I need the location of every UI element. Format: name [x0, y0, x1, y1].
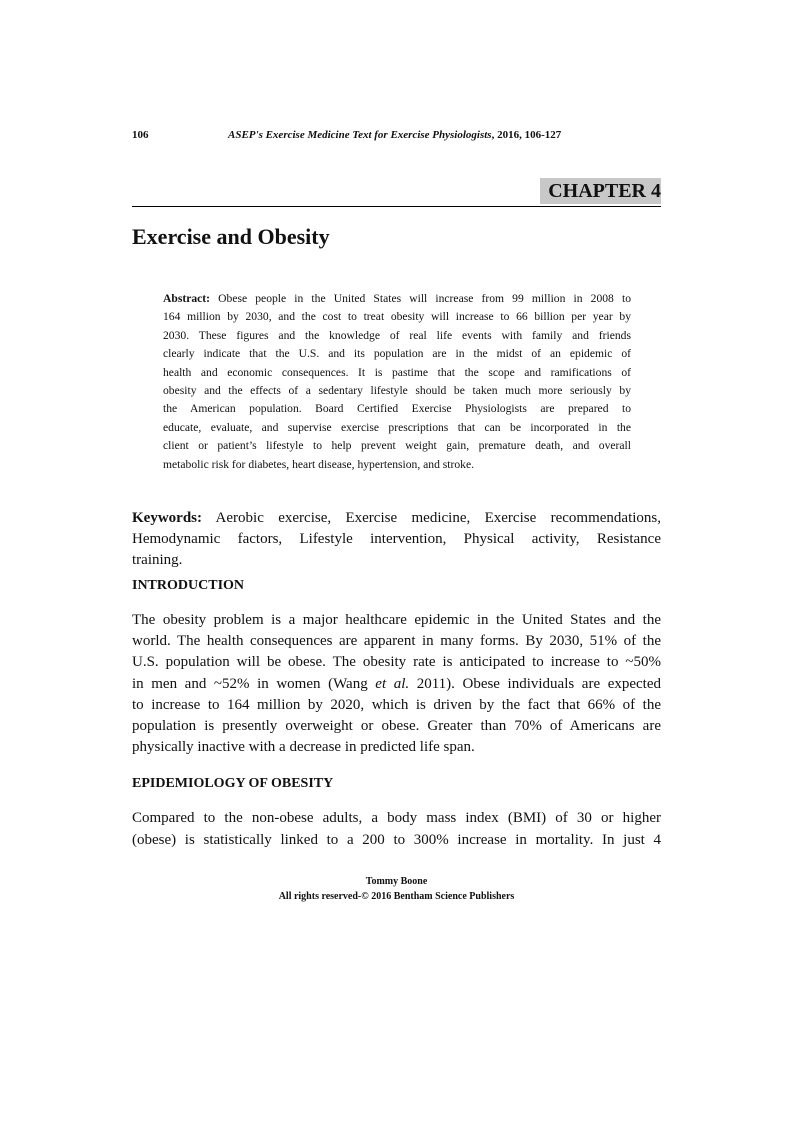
book-info: , 2016, 106-127 [491, 129, 562, 141]
text: in men and ~52% in women (Wang [132, 675, 376, 692]
footer-author: Tommy Boone [365, 876, 428, 887]
text-line: obesity and the effects of a sedentary lifestyle should be taken much more seriously by [163, 384, 631, 397]
text-line: educate, evaluate, and supervise exercise prescriptions that can be incorporated in the [163, 420, 631, 434]
text: Obese people in the United States will increase from 99 million in 2008 to [210, 292, 631, 305]
text-line [132, 510, 661, 527]
chapter-title: Exercise and Obesity [132, 224, 330, 249]
text-line: physically inactive with a decrease in predicted life span. [132, 739, 475, 756]
text-line: (obese) is statistically linked to a 200 to 300% increase in mortality. In just 4 [132, 831, 661, 848]
text-line: the American population. Board Certified Exercise Physiologists are prepared to [163, 402, 631, 416]
footer-copyright: All rights reserved-© 2016 Bentham Science Publishers [278, 891, 515, 902]
book-citation [228, 129, 561, 141]
text-line [163, 292, 631, 305]
running-header [132, 129, 661, 143]
text: 2011). Obese individuals are expected [409, 675, 661, 692]
text-line: client or patient’s lifestyle to help prevent weight gain, premature death, and overall [163, 439, 631, 453]
text-line: metabolic risk for diabetes, heart disease, hypertension, and stroke. [163, 457, 474, 471]
text-line: clearly indicate that the U.S. and its population are in the midst of an epidemic of [163, 347, 631, 361]
text-line: health and economic consequences. It is pastime that the scope and ramifications of [163, 365, 631, 379]
text-line: to increase to 164 million by 2020, which is driven by the fact that 66% of the [132, 696, 661, 713]
label: Abstract: [163, 292, 211, 305]
text-line: Compared to the non-obese adults, a body mass index (BMI) of 30 or higher [132, 810, 661, 826]
page-number: 106 [132, 129, 149, 141]
section-heading-introduction: INTRODUCTION [132, 578, 245, 593]
text: Aerobic exercise, Exercise medicine, Exercise recommendations, [202, 510, 661, 526]
text-line [132, 676, 661, 693]
book-title: ASEP's Exercise Medicine Text for Exercise Physiologists [228, 129, 492, 141]
text-line: 2030. These figures and the knowledge of real life events with family and friends [163, 328, 631, 342]
text-line: world. The health consequences are apparent in many forms. By 2030, 51% of the [132, 633, 661, 650]
text-line: training. [132, 552, 183, 568]
text-line: U.S. population will be obese. The obesity rate is anticipated to increase to ~50% [132, 654, 661, 671]
italic-text: et al. [375, 675, 410, 692]
label: Keywords: [132, 510, 202, 526]
text-line: Hemodynamic factors, Lifestyle intervention, Physical activity, Resistance [132, 531, 661, 547]
text-line: 164 million by 2030, and the cost to treat obesity will increase to 66 billion per year by [163, 310, 631, 324]
chapter-label: CHAPTER 4 [540, 178, 661, 204]
section-heading-epidemiology: EPIDEMIOLOGY OF OBESITY [132, 776, 334, 791]
text-line: population is presently overweight or obese. Greater than 70% of Americans are [132, 718, 661, 734]
text-line: The obesity problem is a major healthcare epidemic in the United States and the [132, 612, 661, 628]
header-rule [132, 206, 661, 207]
